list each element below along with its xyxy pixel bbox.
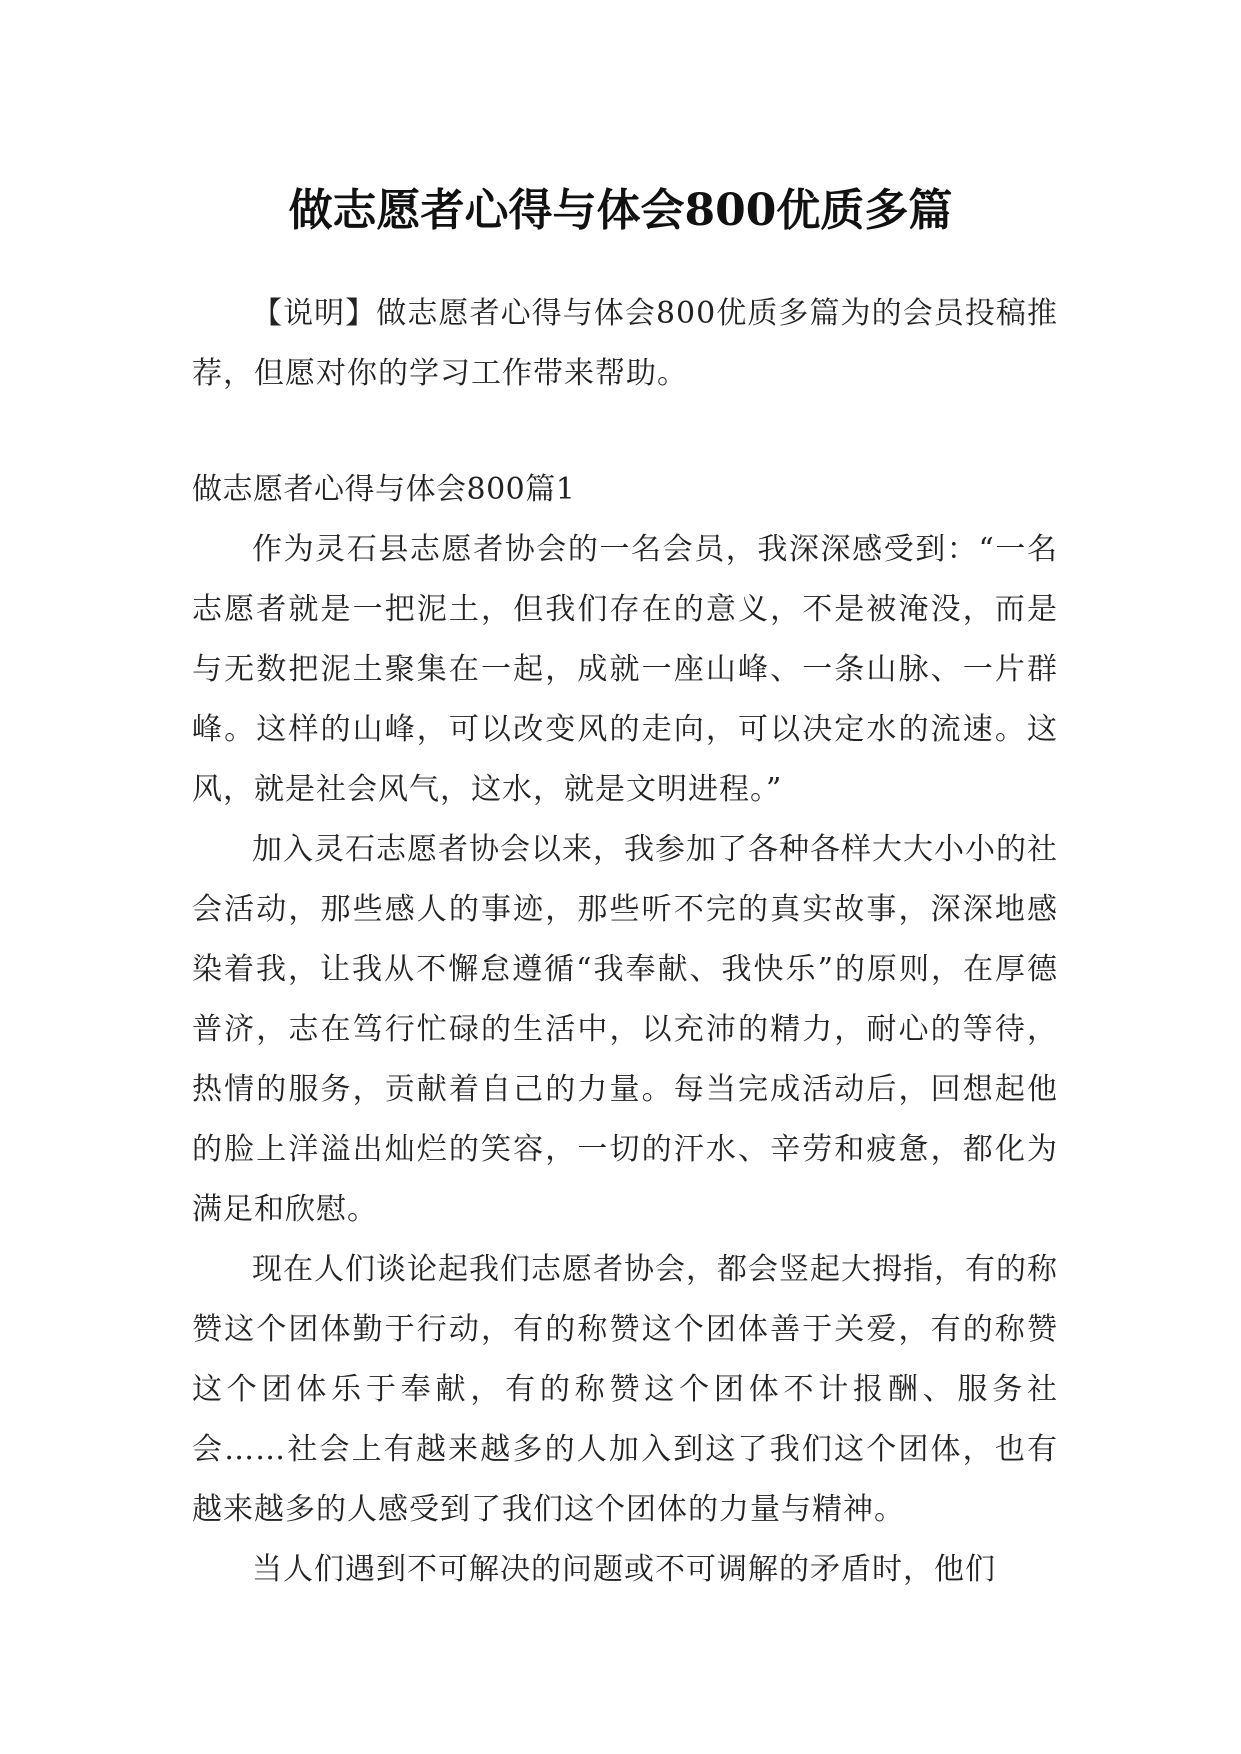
section-heading: 做志愿者心得与体会800篇1 xyxy=(192,472,576,507)
document-body xyxy=(192,284,1058,1600)
body-paragraph: 现在人们谈论起我们志愿者协会，都会竖起大拇指，有的称赞这个团体勤于行动，有的称赞这个团体善于关爱，有的称赞这个团体乐于奉献，有的称赞这个团体不计报酬、服务社会……社会上有越来越多的人加入到这了我们这个团体，也有越来越多的人感受到了我们这个团体的力量与精神。 xyxy=(192,1252,1058,1527)
body-paragraph: 作为灵石县志愿者协会的一名会员，我深深感受到：“一名志愿者就是一把泥土，但我们存在的意义，不是被淹没，而是与无数把泥土聚集在一起，成就一座山峰、一条山脉、一片群峰。这样的山峰，可以改变风的走向，可以决定水的流速。这风，就是社会风气，这水，就是文明进程。” xyxy=(192,532,1058,807)
body-paragraph: 加入灵石志愿者协会以来，我参加了各种各样大大小小的社会活动，那些感人的事迹，那些听不完的真实故事，深深地感染着我，让我从不懈怠遵循“我奉献、我快乐”的原则，在厚德普济，志在笃行忙碌的生活中，以充沛的精力，耐心的等待，热情的服务，贡献着自己的力量。每当完成活动后，回想起他的脸上洋溢出灿烂的笑容，一切的汗水、辛劳和疲惫，都化为满足和欣慰。 xyxy=(192,832,1058,1227)
document-title: 做志愿者心得与体会800优质多篇 xyxy=(288,185,953,237)
intro-paragraph: 【说明】做志愿者心得与体会800优质多篇为的会员投稿推荐，但愿对你的学习工作带来帮助。 xyxy=(192,296,1058,391)
body-paragraph: 当人们遇到不可解决的问题或不可调解的矛盾时，他们 xyxy=(252,1552,996,1587)
